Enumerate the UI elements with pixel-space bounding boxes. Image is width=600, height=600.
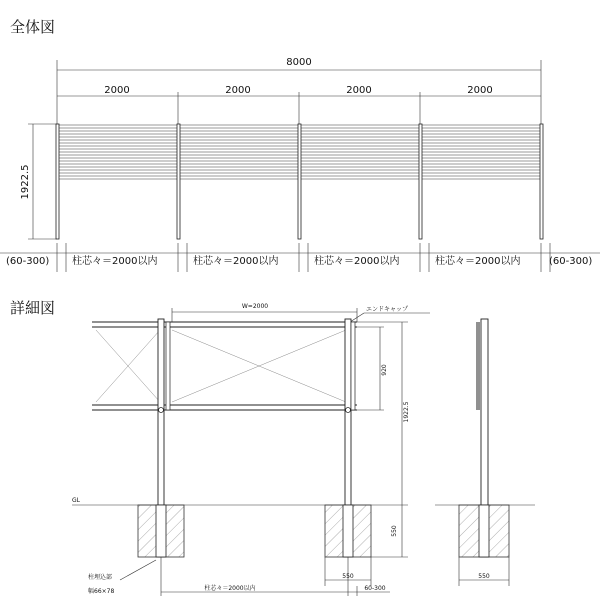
side-view [435,319,535,586]
span-label-3: 2000 [346,85,372,96]
pitch-row [0,243,600,272]
end-margin-left: (60-300) [6,256,50,267]
end-cap-label: エンドキャップ [366,306,409,313]
embed-callout [88,560,156,595]
end-margin-right: (60-300) [549,256,593,267]
gl-label: GL [72,497,80,504]
foundations [138,505,371,557]
embed-size-label: 幅66×78 [88,588,115,595]
height-label: 1922.5 [20,164,31,200]
detail-end-margin-label: 60-300 [364,585,386,592]
pitch-label-2: 柱芯々＝2000以内 [193,256,279,267]
embed-note-label: 柱埋込部 [88,574,113,581]
side-foundation-width-label: 550 [478,573,490,580]
detail-height-dimension [357,322,410,505]
span-label-4: 2000 [467,85,493,96]
pitch-label-3: 柱芯々＝2000以内 [314,256,400,267]
panel-height-dimension [357,327,388,410]
detail-panel [92,322,357,410]
ground-line [72,497,408,505]
span-label-1: 2000 [104,85,130,96]
embed-depth-dimension [371,505,408,557]
panel-height-label: 920 [381,364,388,376]
overall-title: 全体図 [10,18,56,36]
foundation-width-label: 550 [342,573,354,580]
pitch-label-4: 柱芯々＝2000以内 [435,256,521,267]
detail-width-dimension [172,303,357,322]
span-dimension [57,85,541,124]
detail-title: 詳細図 [10,299,56,317]
detail-height-label: 1922.5 [403,401,410,423]
height-dimension [20,124,57,239]
detail-pitch-dimension [161,557,390,596]
pitch-label-1: 柱芯々＝2000以内 [72,256,158,267]
detail-width-label: W=2000 [241,303,269,310]
fence-posts [56,124,543,239]
end-cap-callout [350,306,430,322]
detail-pitch-label: 柱芯々＝2000以内 [204,585,256,592]
total-width-label: 8000 [286,57,312,68]
span-label-2: 2000 [225,85,251,96]
embed-depth-label: 550 [391,525,398,537]
